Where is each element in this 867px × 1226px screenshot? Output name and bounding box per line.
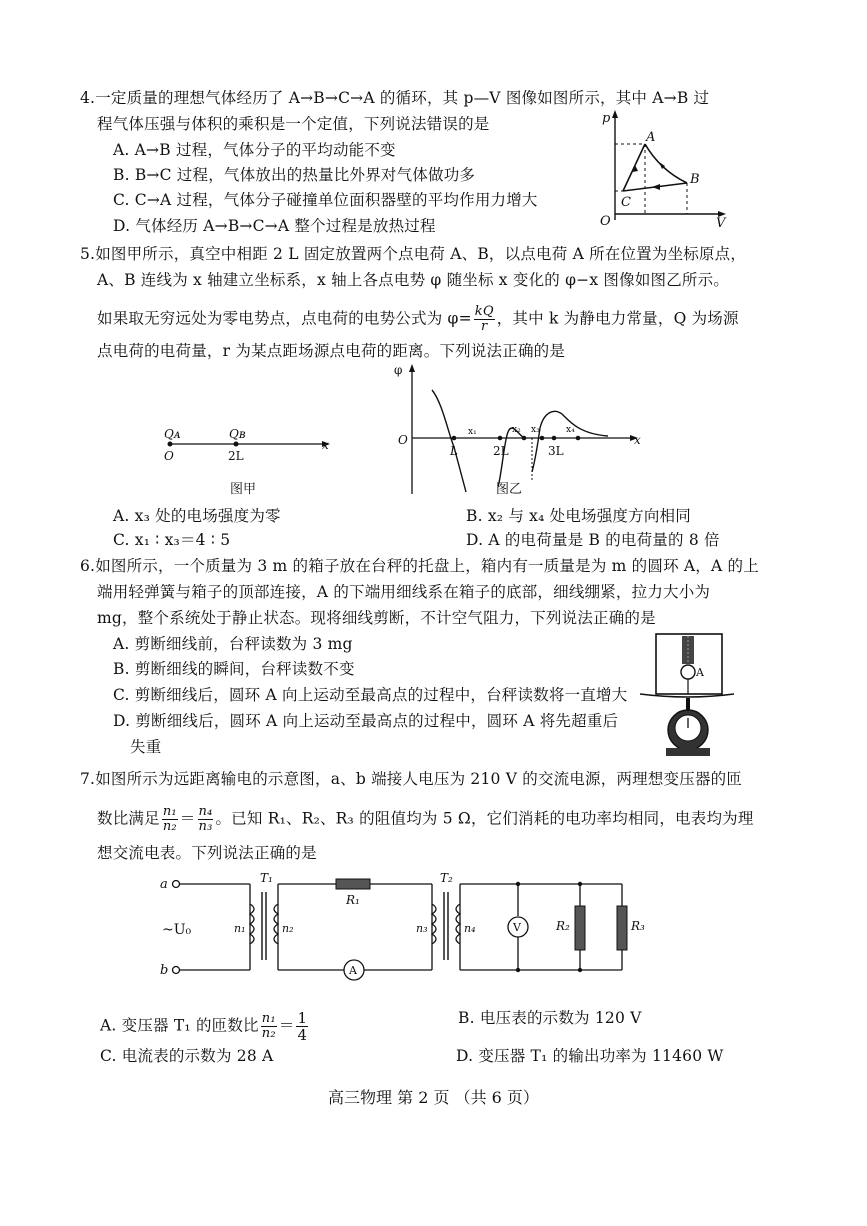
q6-ring-label: A — [696, 666, 704, 679]
q5-fig-a-caption: 图甲 — [230, 482, 257, 497]
q5-fig-b-x: x — [634, 433, 641, 447]
q7-option-c: C. 电流表的示数为 28 A — [100, 1047, 274, 1065]
q5-option-a: A. x₃ 处的电场强度为零 — [113, 507, 281, 525]
q7-n3-label: n₃ — [416, 922, 428, 935]
q7-option-b: B. 电压表的示数为 120 V — [458, 1009, 642, 1027]
q6-option-d-line2: 失重 — [130, 738, 162, 756]
q4-option-d: D. 气体经历 A→B→C→A 整个过程是放热过程 — [113, 217, 436, 235]
q4-pv-graph — [590, 108, 730, 228]
q7-r2-label: R₂ — [556, 919, 570, 933]
q5-fig-b-x2: x₂ — [512, 425, 521, 435]
q4-graph-point-b: B — [690, 172, 700, 187]
q6-stem-line1: 6.如图所示，一个质量为 3 m 的箱子放在台秤的托盘上，箱内有一质量是为 m 的圆环 A，A 的上 — [80, 557, 759, 575]
q5-option-d: D. A 的电荷量是 B 的电荷量的 8 倍 — [466, 531, 720, 549]
q5-fig-b-x4: x₄ — [566, 425, 575, 435]
q7-n2-label: n₂ — [282, 922, 294, 935]
q5-fig-b-l: L — [450, 444, 458, 458]
q6-option-d-line1: D. 剪断细线后，圆环 A 向上运动至最高点的过程中，圆环 A 将先超重后 — [113, 712, 619, 730]
q5-stem-line2: A、B 连线为 x 轴建立坐标系，x 轴上各点电势 φ 随坐标 x 变化的 φ−x 图像如图乙所示。 — [97, 271, 730, 289]
q6-stem-line3: mg，整个系统处于静止状态。现将细线剪断，不计空气阻力，下列说法正确的是 — [97, 609, 656, 627]
q5-figure-b — [390, 362, 650, 497]
q7-option-a-ratio: $\frac{\text{n₁}}{\text{n₂}}$ — [261, 1011, 276, 1041]
q7-stem-line2: 数比满足 $\frac{\text{n₁}}{\text{n₂}}$ ＝ $\frac{\text{n₄}}{\text{n₃}}$ 。已知 R₁、R₂、R₃ 的阻值均为 5 Ω，它们消耗的电功率均相同，电表均为理 — [97, 804, 754, 834]
q6-box-scale-figure — [630, 630, 740, 758]
q4-stem-line1: 4.一定质量的理想气体经历了 A→B→C→A 的循环，其 p—V 图像如图所示，其中 A→B 过 — [80, 89, 710, 107]
q7-option-a-value: $\frac{1}{4}$ — [297, 1009, 308, 1044]
q7-r1-label: R₁ — [346, 893, 360, 907]
q5-fig-b-x3: x₃ — [531, 425, 540, 435]
q4-graph-point-c: C — [621, 195, 631, 210]
q5-fig-a-qb: Qʙ — [229, 427, 246, 441]
q7-ammeter-label: A — [349, 964, 357, 977]
q4-stem-line2: 程气体压强与体积的乘积是一个定值，下列说法错误的是 — [97, 115, 490, 133]
q5-fig-a-2l: 2L — [228, 449, 244, 463]
q4-graph-v-label: V — [716, 216, 726, 228]
q7-terminal-b: b — [160, 963, 169, 978]
q7-ratio-n4-n3: $\frac{\text{n₄}}{\text{n₃}}$ — [198, 804, 213, 834]
q5-fig-a-origin: O — [164, 449, 174, 463]
q5-stem-line3: 如果取无穷远处为零电势点，点电荷的电势公式为 φ= $\frac{kQ}{r}$ ，其中 k 为静电力常量，Q 为场源 — [97, 304, 739, 334]
q7-n4-label: n₄ — [464, 922, 476, 935]
q7-voltmeter-label: V — [513, 921, 521, 934]
q4-graph-origin: O — [600, 214, 611, 228]
q7-terminal-a: a — [160, 877, 168, 892]
q4-option-b: B. B→C 过程，气体放出的热量比外界对气体做功多 — [113, 166, 476, 184]
q5-fig-b-phi: φ — [394, 363, 403, 377]
q5-fig-a-qa: Qᴀ — [164, 427, 181, 441]
q5-stem-line1: 5.如图甲所示，真空中相距 2 L 固定放置两个点电荷 A、B，以点电荷 A 所在位置为坐标原点， — [80, 245, 747, 263]
q5-potential-fraction: $\frac{kQ}{r}$ — [474, 304, 494, 334]
q4-graph-point-a: A — [646, 130, 656, 145]
q7-t2-label: T₂ — [440, 871, 453, 885]
q7-ratio-n1-n2: $\frac{\text{n₁}}{\text{n₂}}$ — [162, 804, 177, 834]
q7-stem-line3: 想交流电表。下列说法正确的是 — [97, 844, 317, 862]
q7-option-d: D. 变压器 T₁ 的输出功率为 11460 W — [456, 1047, 724, 1065]
q4-graph-p-label: p — [602, 111, 611, 126]
q7-stem-line1: 7.如图所示为远距离输电的示意图，a、b 端接人电压为 210 V 的交流电源，两理想变压器的匝 — [80, 770, 743, 788]
q7-circuit-diagram — [150, 868, 670, 988]
q5-fig-b-3l: 3L — [548, 444, 564, 458]
q4-option-a: A. A→B 过程，气体分子的平均动能不变 — [113, 141, 396, 159]
q5-fig-b-caption: 图乙 — [496, 482, 523, 497]
q5-fig-b-origin: O — [398, 433, 408, 447]
q7-t1-label: T₁ — [260, 871, 273, 885]
q7-option-a: A. 变压器 T₁ 的匝数比 $\frac{\text{n₁}}{\text{n₂}}$ ＝ $\frac{1}{4}$ — [100, 1009, 308, 1044]
q5-fig-b-x1: x₁ — [468, 427, 477, 437]
q7-n1-label: n₁ — [234, 922, 246, 935]
q5-option-c: C. x₁ ∶ x₃＝4 ∶ 5 — [113, 531, 231, 549]
q4-option-c: C. C→A 过程，气体分子碰撞单位面积器壁的平均作用力增大 — [113, 191, 538, 209]
q6-stem-line2: 端用轻弹簧与箱子的顶部连接，A 的下端用细线系在箱子的底部，细线绷紧，拉力大小为 — [97, 583, 711, 601]
page-footer: 高三物理 第 2 页 （共 6 页） — [328, 1088, 539, 1107]
q5-figure-a — [150, 420, 340, 500]
q6-option-c: C. 剪断细线后，圆环 A 向上运动至最高点的过程中，台秤读数将一直增大 — [113, 686, 628, 704]
q5-fig-a-x: x — [322, 438, 329, 452]
q5-stem-line4: 点电荷的电荷量，r 为某点距场源点电荷的距离。下列说法正确的是 — [97, 342, 566, 360]
q7-r3-label: R₃ — [631, 919, 645, 933]
q5-option-b: B. x₂ 与 x₄ 处电场强度方向相同 — [466, 507, 691, 525]
q6-option-b: B. 剪断细线的瞬间，台秤读数不变 — [113, 660, 355, 678]
q5-fig-b-2l: 2L — [493, 444, 509, 458]
q6-option-a: A. 剪断细线前，台秤读数为 3 mg — [113, 635, 353, 653]
q7-source-u0: ~U₀ — [162, 922, 192, 938]
